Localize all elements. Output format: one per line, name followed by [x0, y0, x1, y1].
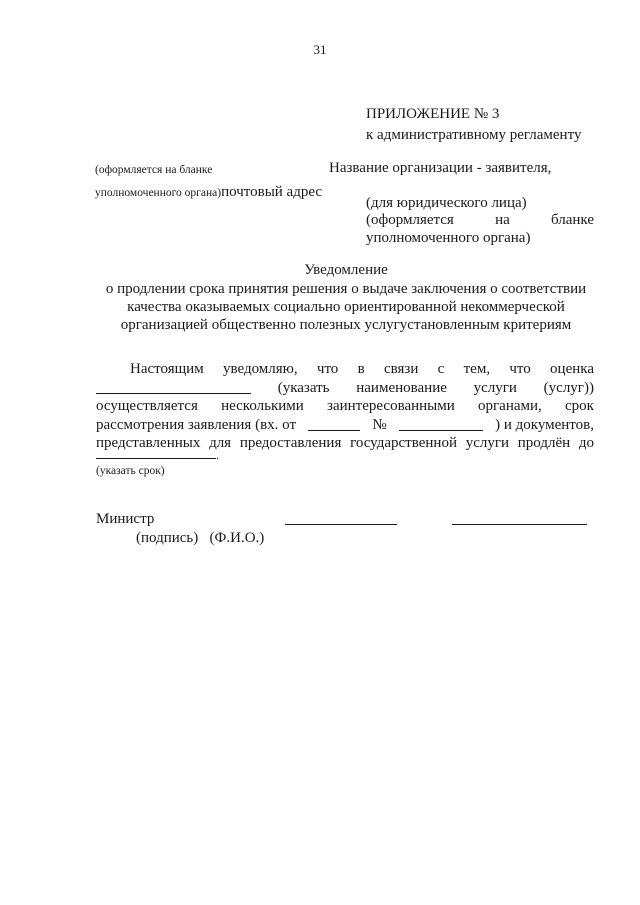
full-name-caption: (Ф.И.О.) [209, 530, 265, 546]
term-note: (указать срок) [96, 465, 165, 477]
notice-title: Уведомление [304, 262, 388, 278]
body-text-part: № [372, 416, 387, 433]
full-name-line [452, 524, 587, 525]
service-blank-line [96, 379, 251, 394]
notice-subtitle-line: о продлении срока принятия решения о выдаче заключения о соответствии [105, 281, 587, 297]
body-word: оценка [550, 361, 594, 377]
body-text-part: рассмотрения заявления (вх. от [96, 416, 297, 433]
signature-line [285, 524, 397, 525]
issued-word: (оформляется [366, 212, 454, 228]
body-word: для [209, 435, 232, 451]
body-word: в [357, 361, 365, 377]
body-word: тем, [463, 361, 491, 377]
body-word: заинтересованными [327, 398, 455, 414]
appendix-subtitle: к административному регламенту [366, 127, 582, 143]
number-blank-line [399, 416, 483, 431]
minister-label: Министр [96, 511, 155, 527]
body-word: услуги [465, 435, 510, 451]
body-word: что [316, 361, 339, 377]
body-word: уведомляю, [222, 361, 298, 377]
date-blank-line [308, 416, 360, 431]
body-word: Настоящим [130, 361, 204, 377]
body-word: представленных [96, 435, 201, 451]
body-line-1 [96, 360, 594, 379]
body-word: (услуг)) [543, 379, 594, 396]
signature-caption: (подпись) [136, 530, 199, 546]
body-word: предоставления [239, 435, 342, 451]
issued-word: на [495, 212, 510, 228]
body-line-2 [96, 379, 594, 398]
body-text-part: ) и документов, [495, 416, 594, 433]
notice-subtitle [0, 280, 640, 334]
postal-address: почтовый адрес [221, 184, 323, 200]
legal-entity-note: (для юридического лица) [366, 195, 527, 211]
blank-note-line-2 [95, 184, 322, 201]
appendix-title: ПРИЛОЖЕНИЕ № 3 [366, 106, 500, 122]
page-number: 31 [313, 42, 327, 57]
issued-on-blank-line-2: уполномоченного органа) [366, 230, 531, 246]
body-word: продлён [517, 435, 571, 451]
term-blank-line [96, 446, 216, 459]
notice-subtitle-line: организацией общественно полезных услугустановленным критериям [120, 317, 572, 333]
body-word: осуществляется [96, 398, 198, 414]
blank-note-line-1: (оформляется на бланке [95, 164, 213, 176]
body-word: связи [383, 361, 419, 377]
body-word: несколькими [221, 398, 304, 414]
body-word: что [509, 361, 531, 377]
body-line-4 [96, 416, 594, 435]
organization-name: Название организации - заявителя, [329, 160, 552, 176]
body-word: (указать [277, 379, 330, 396]
body-word: государственной [350, 435, 457, 451]
notice-subtitle-line: качества оказываемых социально ориентированной некоммерческой [127, 299, 565, 315]
term-end-dot: . [216, 448, 219, 462]
body-word: с [437, 361, 445, 377]
issued-on-blank-line [366, 212, 594, 229]
body-word: услуги [473, 379, 517, 396]
body-word: органами, [478, 398, 542, 414]
body-word: срок [565, 398, 594, 414]
blank-note-line-2-text: уполномоченного органа) [95, 187, 222, 199]
signature-captions [136, 530, 264, 547]
issued-word: бланке [550, 212, 594, 228]
body-word: наименование [356, 379, 447, 396]
body-line-3 [96, 397, 594, 416]
body-word: до [578, 435, 594, 451]
notice-body [96, 360, 594, 453]
